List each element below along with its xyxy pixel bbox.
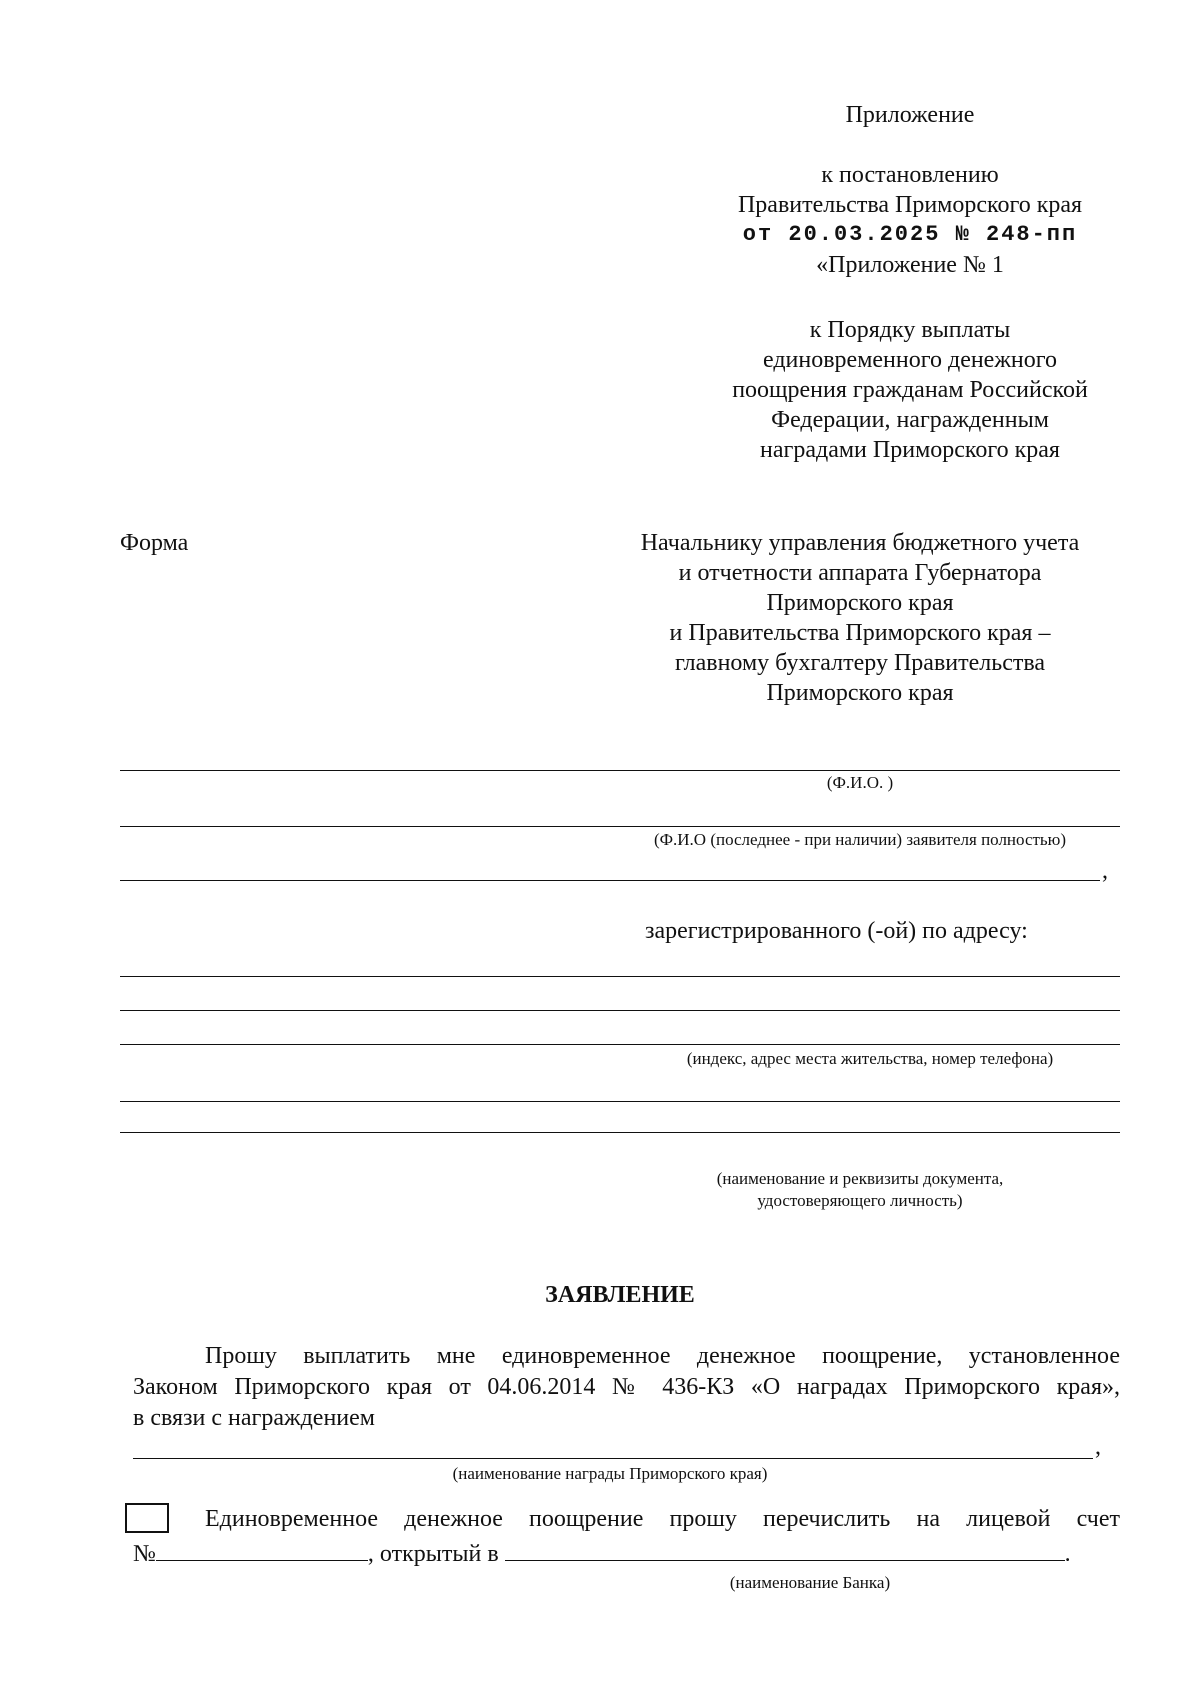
- award-name-line[interactable]: [133, 1458, 1093, 1459]
- order-line: поощрения гражданам Российской: [732, 377, 1088, 403]
- form-label: Форма: [120, 530, 189, 556]
- resolution-date: от 20.03.2025 № 248-пп: [742, 222, 1078, 247]
- addressee-block: [600, 528, 1120, 708]
- address-line-3[interactable]: [120, 1044, 1120, 1045]
- resolution-line-1: к постановлению: [821, 162, 999, 188]
- order-line: к Порядку выплаты: [809, 317, 1011, 343]
- opened-in-label: , открытый в: [367, 1541, 499, 1567]
- applicant-name-line-2[interactable]: [120, 880, 1100, 881]
- document-caption: [650, 1168, 1070, 1212]
- award-comma: ,: [1095, 1434, 1101, 1460]
- end-period: .: [1064, 1541, 1071, 1567]
- addressee-line: и отчетности аппарата Губернатора: [678, 560, 1042, 586]
- order-line: единовременного денежного: [762, 347, 1058, 373]
- statement-title: ЗАЯВЛЕНИЕ: [545, 1282, 695, 1308]
- award-caption: (наименование награды Приморского края): [452, 1464, 768, 1483]
- document-caption-line: удостоверяющего личность): [757, 1191, 963, 1210]
- addressee-line: Приморского края: [766, 590, 954, 616]
- bank-name-input[interactable]: [505, 1538, 1065, 1561]
- addressee-line: Приморского края: [766, 680, 954, 706]
- fio-caption: (Ф.И.О. ): [826, 773, 894, 792]
- applicant-caption: (Ф.И.О (последнее - при наличии) заявителя полностью): [653, 830, 1067, 849]
- addressee-line: Начальнику управления бюджетного учета: [640, 530, 1080, 556]
- statement-line-1: Прошу выплатить мне единовременное денежное поощрение, установленное: [205, 1343, 1120, 1369]
- bank-caption: (наименование Банка): [729, 1573, 891, 1592]
- transfer-checkbox[interactable]: [125, 1503, 169, 1533]
- document-caption-line: (наименование и реквизиты документа,: [716, 1169, 1004, 1188]
- address-line-1[interactable]: [120, 976, 1120, 977]
- applicant-name-line[interactable]: [120, 826, 1120, 827]
- account-line: [133, 1538, 1071, 1569]
- fio-input-line[interactable]: [120, 770, 1120, 771]
- account-number-input[interactable]: [156, 1538, 368, 1561]
- comma: ,: [1102, 858, 1108, 884]
- addressee-line: и Правительства Приморского края –: [669, 620, 1051, 646]
- address-line-2[interactable]: [120, 1010, 1120, 1011]
- account-prefix: №: [133, 1541, 156, 1567]
- order-text: [700, 315, 1120, 465]
- transfer-option-text: Единовременное денежное поощрение прошу перечислить на лицевой счет: [205, 1506, 1120, 1532]
- document-line-2[interactable]: [120, 1132, 1120, 1133]
- resolution-line-2: Правительства Приморского края: [737, 192, 1083, 218]
- registered-label: зарегистрированного (-ой) по адресу:: [645, 918, 1028, 944]
- statement-line-3: в связи с награждением: [133, 1405, 375, 1431]
- order-line: наградами Приморского края: [760, 437, 1060, 463]
- address-caption: (индекс, адрес места жительства, номер телефона): [686, 1049, 1054, 1068]
- statement-line-2: Законом Приморского края от 04.06.2014 № 436-КЗ «О наградах Приморского края»,: [133, 1374, 1120, 1400]
- order-line: Федерации, награжденным: [771, 407, 1049, 433]
- document-line-1[interactable]: [120, 1101, 1120, 1102]
- appendix-number: «Приложение № 1: [816, 252, 1004, 278]
- appendix-title: Приложение: [845, 102, 975, 128]
- addressee-line: главному бухгалтеру Правительства: [675, 650, 1045, 676]
